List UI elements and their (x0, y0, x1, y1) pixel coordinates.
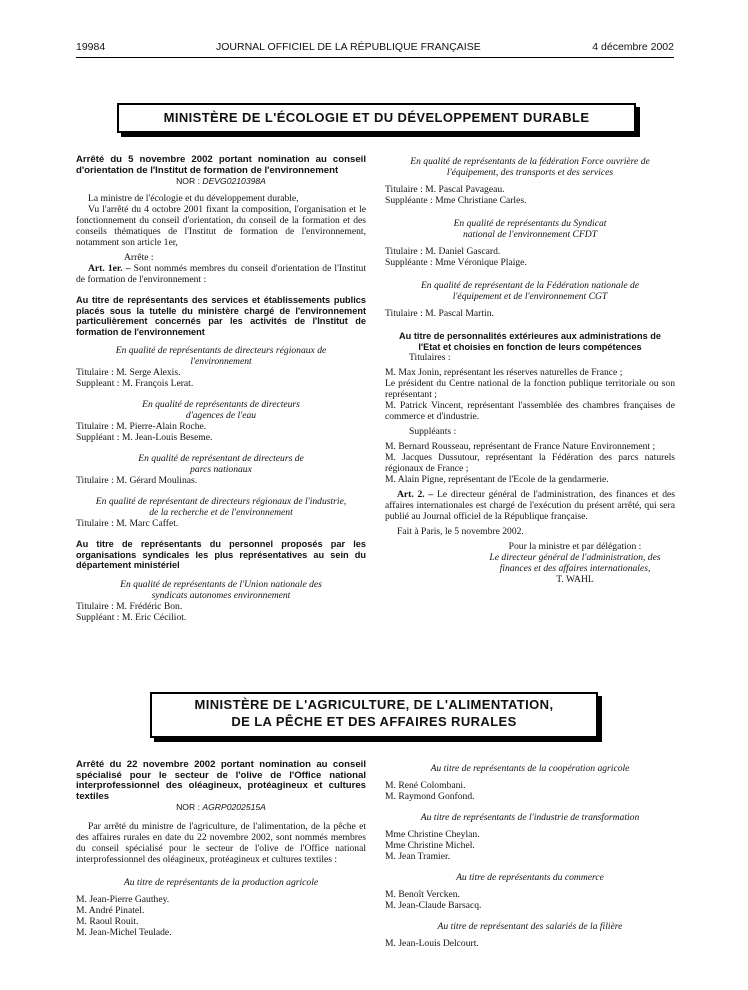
arrete1-left-column (76, 155, 366, 623)
arrete1-right-column (385, 156, 675, 585)
list-label: Titulaires : (409, 352, 451, 363)
member-line: M. Jean-Michel Teulade. (76, 927, 172, 938)
member-line: M. Jean-Louis Delcourt. (385, 938, 479, 949)
ministry-title-line: DE LA PÊCHE ET DES AFFAIRES RURALES (231, 714, 517, 729)
group-caption: Au titre de représentants de la coopération agricole (430, 763, 630, 774)
section-heading: Au titre de représentants des services et établissements publics placés sous la tutelle du ministère chargé de l'environnement particulièrement concernés par les activités de l'Institut de formation de l'environnement (76, 295, 366, 337)
member-list (385, 780, 675, 802)
group-caption: Au titre de représentant des salariés de la filière (437, 921, 623, 932)
group-caption: En qualité de représentant de directeurs régionaux de l'industrie, de la recherche et de l'environnement (95, 496, 347, 518)
group-caption: En qualité de représentants du Syndicat national de l'environnement CFDT (453, 218, 607, 240)
group-caption: En qualité de représentant de la Fédération nationale de l'équipement et de l'environnement CGT (420, 280, 640, 302)
arrete-title: Arrêté du 22 novembre 2002 portant nomination au conseil spécialisé pour le secteur de l'olive de l'Office national interprofessionnel des oléagineux, protéagineux et cultures textiles (76, 759, 366, 802)
member-line: Mme Christine Cheylan. (385, 829, 480, 840)
member-line: Suppléant : M. Eric Céciliot. (76, 611, 187, 623)
member-line: Titulaire : M. Serge Alexis. (76, 367, 181, 378)
signature-date: Fait à Paris, le 5 novembre 2002. (397, 526, 524, 537)
member-line: M. André Pinatel. (76, 905, 145, 916)
list-item: M. Alain Pigne, représentant de l'Ecole de la gendarmerie. (385, 474, 609, 485)
section-heading: Au titre de personnalités extérieures aux administrations de l'Etat et choisies en fonction de leurs compétences (399, 331, 661, 352)
ministry-title-line: MINISTÈRE DE L'AGRICULTURE, DE L'ALIMENTATION, (194, 697, 554, 712)
header-date: 4 décembre 2002 (592, 41, 674, 53)
member-line: Titulaire : M. Frédéric Bon. (76, 600, 183, 612)
member-line: M. Jean Tramier. (385, 851, 451, 862)
member-line: Titulaire : M. Pascal Pavageau. (385, 184, 505, 195)
member-line: Mme Christine Michel. (385, 840, 475, 851)
group-caption: En qualité de représentants de l'Union nationale des syndicats autonomes environnement (120, 578, 322, 601)
member-line: M. Raoul Rouit. (76, 916, 139, 927)
article-2: Art. 2. – Le directeur général de l'administration, des finances et des affaires internationales est chargé de l'exécution du présent arrêté, qui sera publié au Journal officiel de la République française. (385, 489, 675, 522)
list-label: Suppléants : (409, 426, 457, 437)
list-item: M. Bernard Rousseau, représentant de France Nature Environnement ; (385, 441, 656, 452)
section-heading: Au titre de représentants du personnel proposés par les organisations syndicales les plus représentatives au sein du département ministériel (76, 539, 366, 570)
member-line: Titulaire : M. Gérard Moulinas. (76, 475, 198, 486)
article-1: Art. 1er. – Sont nommés membres du conseil d'orientation de l'Institut de formation de l'environnement : (76, 263, 366, 285)
paragraph: Vu l'arrêté du 4 octobre 2001 fixant la composition, l'organisation et le fonctionnement du conseil d'orientation, du conseil de la formation et des conseils thématiques de l'Institut de formation de l'environnement, notamment son article 1er, (76, 204, 366, 248)
member-list (385, 938, 675, 949)
group-caption: En qualité de représentants de directeurs d'agences de l'eau (142, 399, 300, 421)
member-line: M. René Colombani. (385, 780, 466, 791)
nor-reference: NOR : DEVG0210398A (176, 176, 266, 186)
signature-line: Pour la ministre et par délégation : (508, 541, 642, 552)
arrete2-right-column (385, 763, 675, 949)
paragraph: Par arrêté du ministre de l'agriculture, de l'alimentation, de la pêche et des affaires rurales en date du 22 novembre 2002, sont nommés membres du conseil spécialisé pour le secteur de l'olive de l'Office national interprofessionnel des oléagineux, protéagineux et cultures textiles : (76, 821, 366, 865)
arrete-label: Arrête : (124, 252, 154, 263)
member-line: Titulaire : M. Marc Caffet. (76, 518, 179, 529)
list-item: M. Patrick Vincent, représentant l'assemblée des chambres françaises de commerce et d'industrie. (385, 400, 675, 422)
list-item: M. Jacques Dussutour, représentant la Fédération des parcs naturels régionaux de France ; (385, 452, 675, 474)
paragraph: La ministre de l'écologie et du développement durable, (88, 193, 299, 204)
ministry-heading-ecology (117, 103, 636, 133)
member-line: M. Jean-Pierre Gauthey. (76, 894, 170, 905)
list-item: M. Max Jonin, représentant les réserves naturelles de France ; (385, 367, 623, 378)
group-caption: En qualité de représentant de directeurs de parcs nationaux (138, 453, 304, 475)
arrete2-left-column (76, 760, 366, 938)
member-line: Suppléante : Mme Christiane Carles. (385, 195, 527, 206)
group-caption: En qualité de représentants de directeurs régionaux de l'environnement (115, 345, 327, 367)
member-line: Suppleant : M. François Lerat. (76, 378, 194, 389)
nor-reference: NOR : AGRP0202515A (176, 802, 266, 812)
member-line: Titulaire : M. Pascal Martin. (385, 308, 494, 319)
member-line: Titulaire : M. Pierre-Alain Roche. (76, 421, 207, 432)
list-item: Le président du Centre national de la fonction publique territoriale ou son représentant ; (385, 378, 675, 400)
signatory-name: T. WAHL (556, 574, 594, 585)
page-number: 19984 (76, 41, 106, 53)
member-line: Titulaire : M. Daniel Gascard. (385, 246, 501, 257)
member-list (385, 889, 675, 911)
running-header (76, 41, 674, 57)
member-line: M. Raymond Gonfond. (385, 791, 475, 802)
arrete-title: Arrêté du 5 novembre 2002 portant nomination au conseil d'orientation de l'Institut de formation de l'environnement (76, 154, 366, 176)
member-list (385, 829, 675, 862)
member-line: M. Jean-Claude Barsacq. (385, 900, 482, 911)
ministry-heading-agriculture (150, 692, 598, 738)
ministry-title: MINISTÈRE DE L'ÉCOLOGIE ET DU DÉVELOPPEMENT DURABLE (163, 110, 590, 125)
group-caption: Au titre de représentants de l'industrie de transformation (420, 812, 640, 823)
journal-title: JOURNAL OFFICIEL DE LA RÉPUBLIQUE FRANÇAISE (216, 41, 481, 53)
member-list (76, 894, 366, 938)
group-caption: Au titre de représentants de la production agricole (123, 877, 319, 888)
signature-line: Le directeur général de l'administration, des finances et des affaires internationales, (489, 552, 661, 574)
member-line: M. Benoît Vercken. (385, 889, 460, 900)
header-rule (76, 57, 674, 58)
member-line: Suppléante : Mme Véronique Plaige. (385, 257, 527, 268)
group-caption: En qualité de représentants de la fédération Force ouvrière de l'équipement, des transports et des services (410, 156, 650, 178)
group-caption: Au titre de représentants du commerce (456, 872, 604, 883)
member-line: Suppléant : M. Jean-Louis Beseme. (76, 432, 213, 443)
